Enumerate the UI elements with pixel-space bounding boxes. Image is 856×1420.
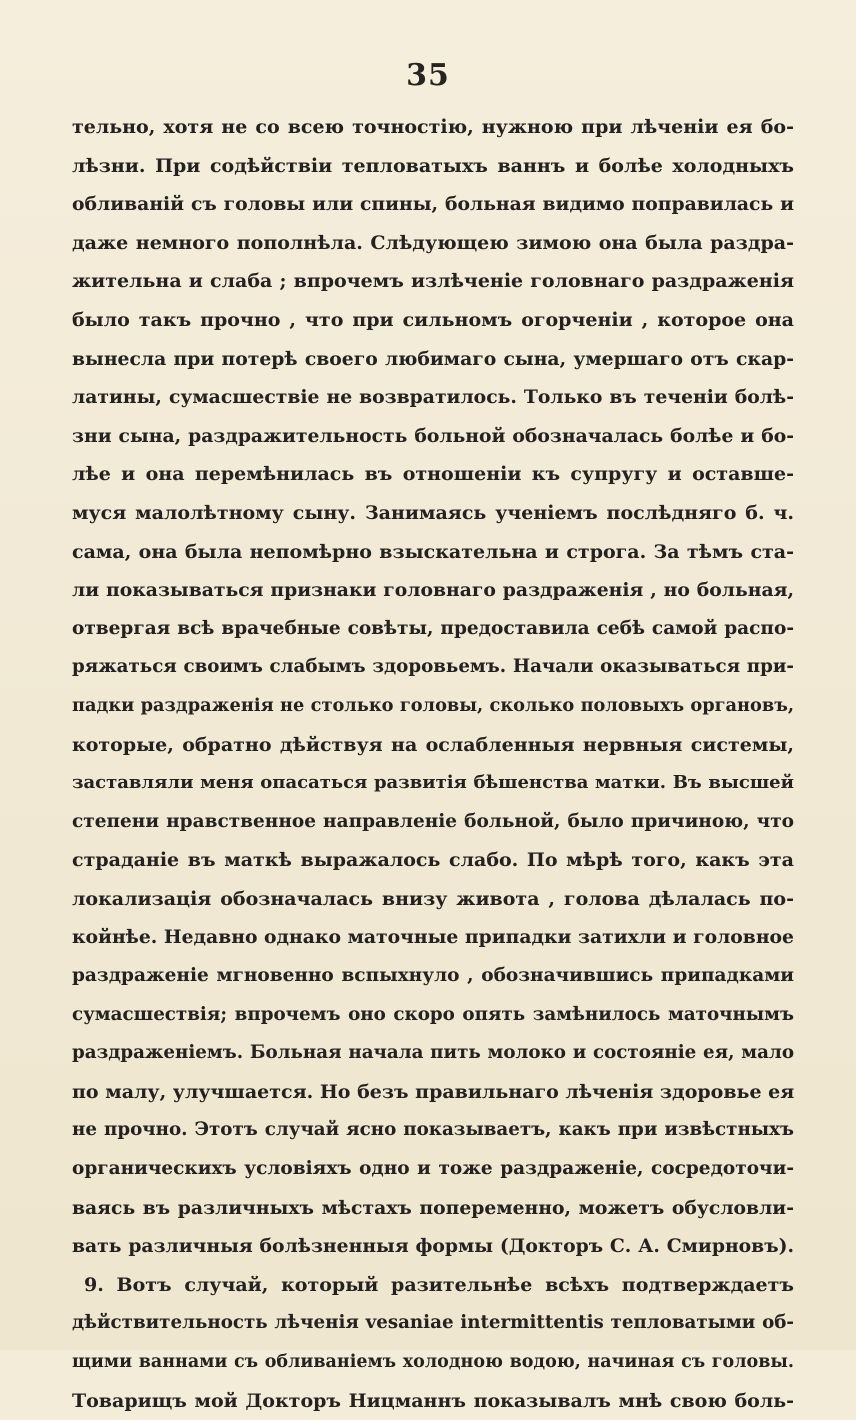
text-line: вынесла при потерѣ своего любимаго сына, умершаго отъ скар- <box>72 347 794 370</box>
text-line: ваясь въ различныхъ мѣстахъ попеременно, можетъ обусловли- <box>72 1196 794 1219</box>
text-line: заставляли меня опасаться развитія бѣшенства матки. Въ высшей <box>72 772 794 794</box>
text-line: сама, она была непомѣрно взыскательна и строга. За тѣмъ ста- <box>72 540 794 563</box>
text-line: Товарищъ мой Докторъ Ницманнъ показывалъ мнѣ свою боль- <box>72 1389 794 1412</box>
text-line: обливаній съ головы или спины, больная видимо поправилась и <box>72 193 794 216</box>
text-line: вать различныя болѣзненныя формы (Докторъ С. А. Смирновъ). <box>72 1235 794 1258</box>
text-line: койнѣе. Недавно однако маточные припадки затихли и головное <box>72 926 794 949</box>
text-line: органическихъ условіяхъ одно и тоже раздраженіе, сосредоточи- <box>72 1158 794 1180</box>
text-line: муся малолѣтному сыну. Занимаясь ученіемъ послѣдняго б. ч. <box>72 501 794 524</box>
text-line: падки раздраженія не столько головы, сколько половыхъ органовъ, <box>72 694 794 716</box>
text-line: было такъ прочно , что при сильномъ огорченіи , которое она <box>72 308 794 331</box>
text-line: не прочно. Этотъ случай ясно показываетъ, какъ при извѣстныхъ <box>72 1119 794 1141</box>
text-line: степени нравственное направленіе больной, было причиною, что <box>72 810 794 832</box>
text-line: по малу, улучшается. Но безъ правильнаго лѣченія здоровье ея <box>72 1080 794 1103</box>
text-line: ли показываться признаки головнаго раздраженія , но больная, <box>72 579 794 602</box>
text-line: дѣйствительность лѣченія vesaniae intermittentis тепловатыми об- <box>72 1312 794 1334</box>
text-line: щими ваннами съ обливаніемъ холодною водою, начиная съ головы. <box>72 1352 794 1372</box>
text-line: латины, сумасшествіе не возвратилось. Только въ теченіи болѣ- <box>72 386 794 409</box>
text-line: лѣе и она перемѣнилась въ отношеніи къ супругу и оставше- <box>72 463 794 486</box>
text-line: тельно, хотя не со всею точностію, нужною при лѣченіи ея бо- <box>72 116 794 138</box>
body-text <box>72 108 794 1420</box>
text-line: жительна и слаба ; впрочемъ излѣченіе головнаго раздраженія <box>72 270 794 293</box>
paragraph-start-line: 9. Вотъ случай, который разительнѣе всѣхъ подтверждаетъ <box>84 1273 794 1296</box>
text-line: ряжаться своимъ слабымъ здоровьемъ. Начали оказываться при- <box>72 656 794 678</box>
text-line: раздраженіе мгновенно вспыхнуло , обозначившись припадками <box>72 965 794 987</box>
text-line: даже немного пополнѣла. Слѣдующею зимою она была раздра- <box>72 231 794 254</box>
text-line: лѣзни. При содѣйствіи тепловатыхъ ваннъ и болѣе холодныхъ <box>72 154 794 177</box>
page-number: 35 <box>406 58 450 93</box>
text-line: локализація обозначалась внизу живота , голова дѣлалась по- <box>72 887 794 910</box>
text-line: которые, обратно дѣйствуя на ослабленныя нервныя системы, <box>72 733 794 756</box>
text-line: раздраженіемъ. Больная начала пить молоко и состояніе ея, мало <box>72 1042 794 1064</box>
text-line: сумасшествія; впрочемъ оно скоро опять замѣнилось маточнымъ <box>72 1003 794 1025</box>
text-line: отвергая всѣ врачебные совѣты, предоставила себѣ самой распо- <box>72 617 794 639</box>
text-line: страданіе въ маткѣ выражалось слабо. По мѣрѣ того, какъ эта <box>72 849 794 872</box>
text-line: зни сына, раздражительность больной обозначалась болѣе и бо- <box>72 424 794 447</box>
